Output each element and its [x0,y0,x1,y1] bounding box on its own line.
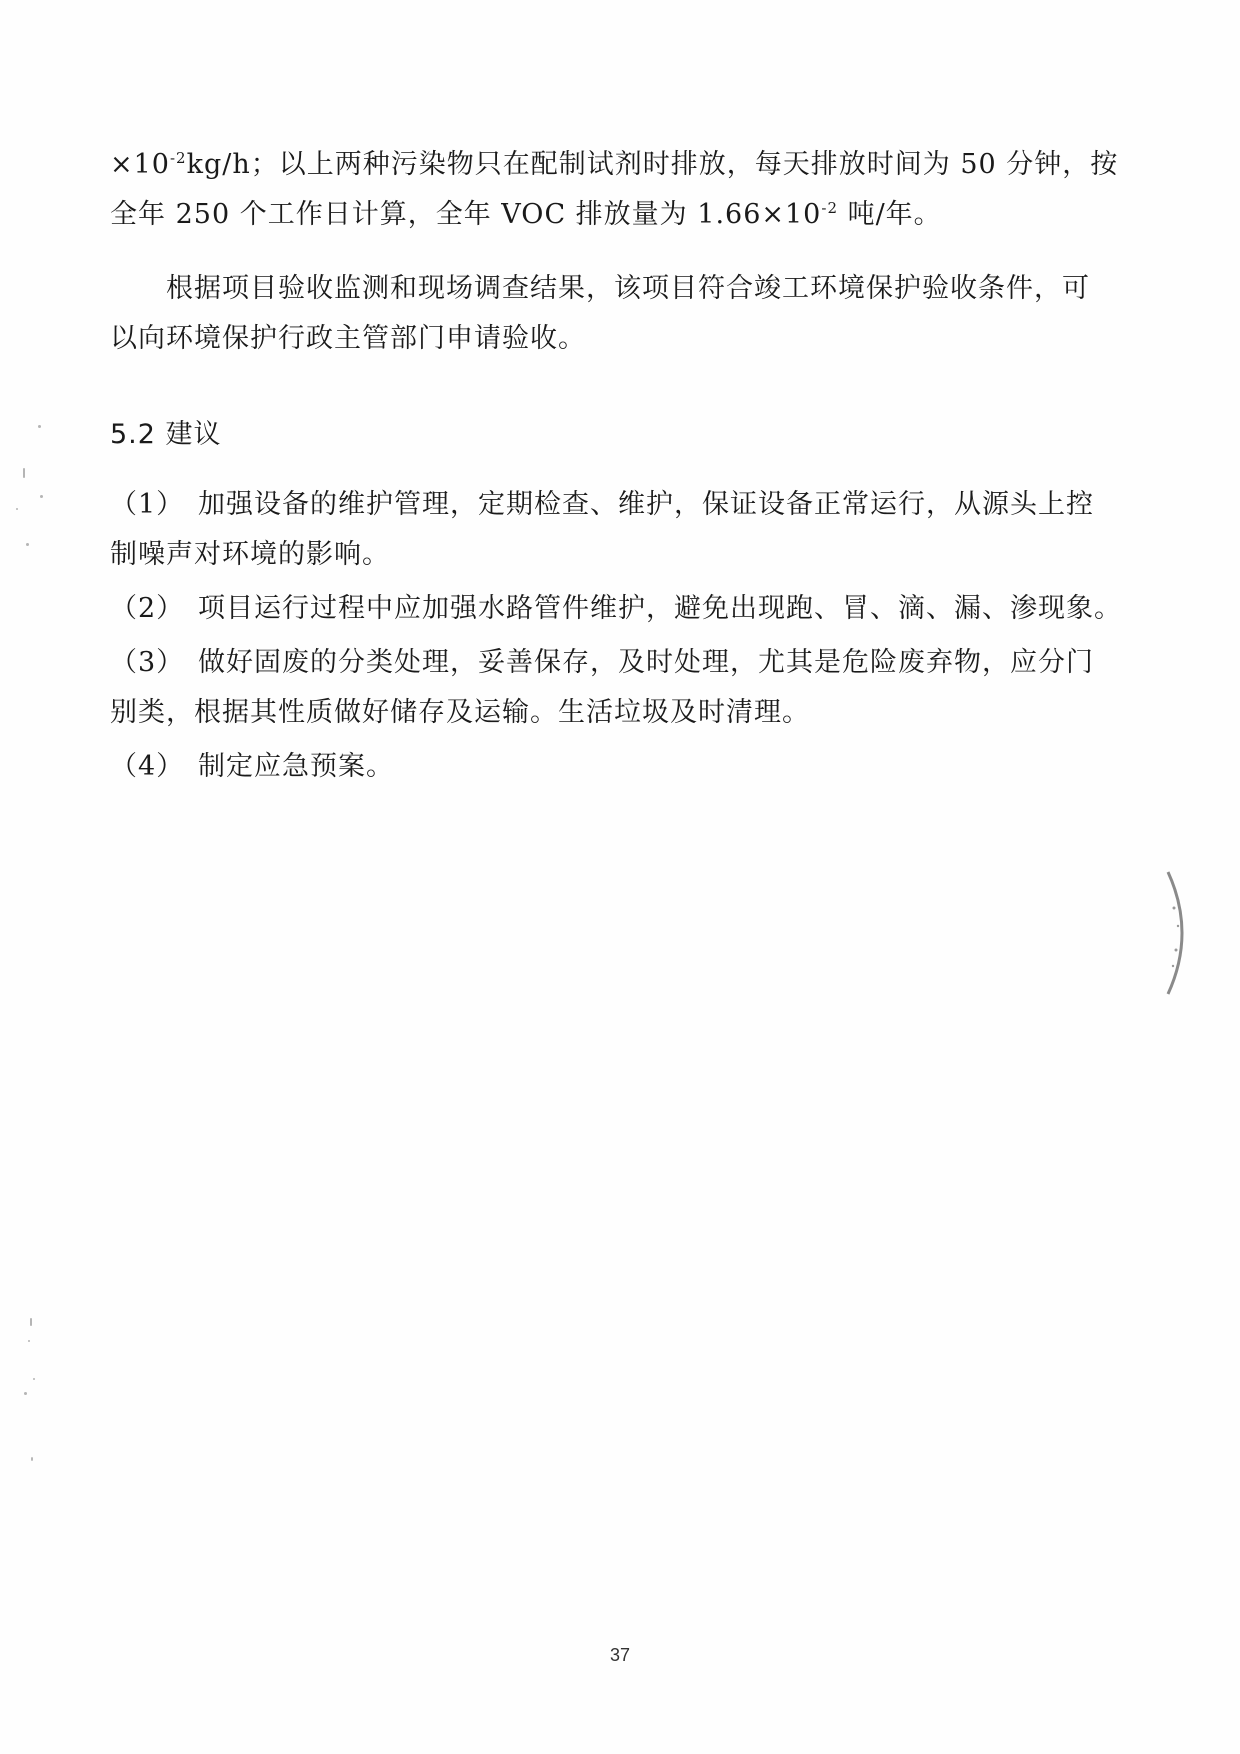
text-run: kg/h；以上两种污染物只在配制试剂时排放，每天排放时间为 50 分钟，按 [186,149,1119,180]
text-run: 吨/年。 [838,199,942,230]
scan-speck [28,1340,30,1342]
text-run: 全年 250 个工作日计算，全年 VOC 排放量为 1.66×10 [110,199,822,230]
scan-speck [30,1318,32,1326]
item-number: （4） [110,751,185,782]
text-run: ×10 [110,149,170,180]
scan-speck [26,543,29,546]
page-number: 37 [609,1645,631,1665]
item-text: 做好固废的分类处理，妥善保存，及时处理，尤其是危险废弃物，应分门 [198,647,1094,678]
list-item-continuation: 别类，根据其性质做好储存及运输。生活垃圾及时清理。 [110,697,810,728]
scan-speck [16,508,18,510]
item-text: 制定应急预案。 [198,751,394,782]
item-text: 加强设备的维护管理，定期检查、维护，保证设备正常运行，从源头上控 [198,489,1094,520]
item-number: （1） [110,489,185,520]
scan-speck [38,425,41,428]
item-text: 项目运行过程中应加强水路管件维护，避免出现跑、冒、滴、漏、渗现象。 [198,593,1122,624]
scan-speck [31,1457,33,1461]
scan-speck [24,1392,27,1395]
paragraph-line: 根据项目验收监测和现场调查结果，该项目符合竣工环境保护验收条件，可 [166,273,1090,304]
scan-speck [23,468,25,478]
binding-arc-mark [1160,868,1200,998]
list-item [110,750,394,784]
superscript: -2 [821,199,838,217]
list-item-continuation: 制噪声对环境的影响。 [110,539,390,570]
section-heading: 5.2 建议 [110,419,222,450]
item-number: （3） [110,647,185,678]
scan-speck [40,495,43,498]
superscript: -2 [169,149,187,167]
paragraph-line [110,198,942,232]
list-item [110,488,1094,522]
list-item [110,646,1094,680]
paragraph-line: 以向环境保护行政主管部门申请验收。 [110,323,586,354]
scan-speck [33,1378,35,1380]
list-item [110,592,1122,626]
item-number: （2） [110,593,185,624]
paragraph-line [110,148,1118,182]
